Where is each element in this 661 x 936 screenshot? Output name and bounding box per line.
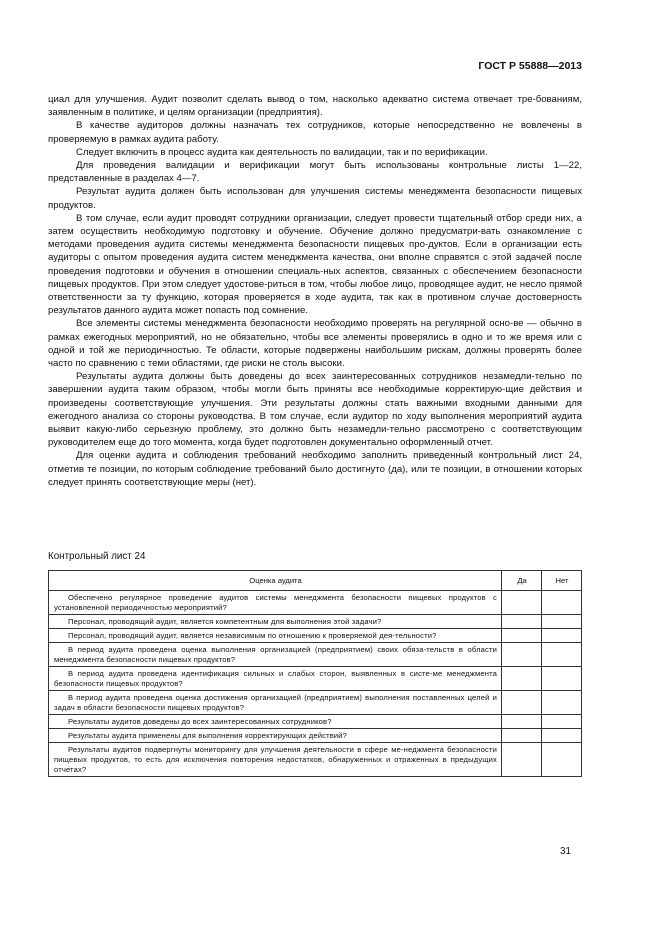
table-row (49, 643, 582, 667)
body-text (48, 93, 582, 489)
header-no: Нет (542, 571, 582, 591)
question-cell: В период аудита проведена оценка выполнения организацией (предприятием) своих обяза-тельств в области менеджмента безопасности пищевых продуктов? (49, 643, 502, 667)
question-cell: В период аудита проведена оценка достижения организацией (предприятием) выполнения поставленных целей и задач в области безопасности пищевых продуктов? (49, 691, 502, 715)
paragraph: В качестве аудиторов должны назначать тех сотрудников, которые непосредственно не вовлечены в проверяемую в рамках аудита работу. (48, 120, 582, 145)
no-cell[interactable] (542, 715, 582, 729)
table-row (49, 715, 582, 729)
paragraph: Для оценки аудита и соблюдения требований необходимо заполнить приведенный контрольный лист 24, отметив те позиции, по которым соблюдение требований было достигнуто (да), или те позиции, в отношении которых следует принять соответствующие меры (нет). (48, 450, 582, 488)
yes-cell[interactable] (502, 643, 542, 667)
table-header-row (49, 571, 582, 591)
page-number: 31 (560, 846, 571, 857)
no-cell[interactable] (542, 629, 582, 643)
table-row (49, 743, 582, 777)
no-cell[interactable] (542, 729, 582, 743)
no-cell[interactable] (542, 667, 582, 691)
table-row (49, 691, 582, 715)
table-row (49, 615, 582, 629)
table-caption: Контрольный лист 24 (48, 551, 146, 562)
no-cell[interactable] (542, 691, 582, 715)
paragraph: Результаты аудита должны быть доведены до всех заинтересованных сотрудников незамедли-тельно по завершении аудита таким образом, чтобы могли быть приняты все необходимые корректирую-щие действия и произведены соответствующие улучшения. Эти результаты должны стать важными входными данными для ежегодного анализа со стороны руководства. В том случае, если аудитор по ходу выполнения мероприятий аудита выявит какую-либо серьезную проблему, это должно быть незамедли-тельно рассмотрено с соответствующим руководителем еще до того момента, когда будет подготовлен документально оформленный отчет. (48, 371, 582, 449)
yes-cell[interactable] (502, 615, 542, 629)
question-cell: Результаты аудита применены для выполнения корректирующих действий? (49, 729, 502, 743)
header-audit-assessment: Оценка аудита (49, 571, 502, 591)
paragraph: Все элементы системы менеджмента безопасности необходимо проверять на регулярной осно-ве — обычно в рамках ежегодных мероприятий, но не обязательно, чтобы все элементы проверялись в одно и то же время или с одной и той же периодичностью. Те области, которые подвержены наибольшим рискам, должны проверять более часто по сравнению с теми областями, где риски не столь высоки. (48, 318, 582, 370)
paragraph: Результат аудита должен быть использован для улучшения системы менеджмента безопасности пищевых продуктов. (48, 186, 582, 211)
question-cell: Результаты аудитов доведены до всех заинтересованных сотрудников? (49, 715, 502, 729)
yes-cell[interactable] (502, 691, 542, 715)
table-row (49, 667, 582, 691)
yes-cell[interactable] (502, 629, 542, 643)
table-row (49, 591, 582, 615)
table-row (49, 629, 582, 643)
header-yes: Да (502, 571, 542, 591)
yes-cell[interactable] (502, 729, 542, 743)
question-cell: Персонал, проводящий аудит, является независимым по отношению к проверяемой дея-тельности? (49, 629, 502, 643)
yes-cell[interactable] (502, 667, 542, 691)
table-row (49, 729, 582, 743)
paragraph: циал для улучшения. Аудит позволит сделать вывод о том, насколько адекватно система отвечает тре-бованиям, заявленным в политике, и целям организации (предприятия). (48, 94, 582, 119)
paragraph: В том случае, если аудит проводят сотрудники организации, следует провести тщательный отбор среди них, а затем осуществить необходимую подготовку и обучение. Обучение должно предусматри-вать ознакомление с методами проведения аудита системы менеджмента безопасности пищевых про-дуктов. Если в организации есть аудиторы с опытом проведения аудита систем менеджмента качества, они вполне справятся с этой задачей после проведения подготовки и обучения в отношении специаль-ных аспектов, связанных с обеспечением безопасности пищевых продуктов. При этом следует удостове-риться в том, чтобы любое лицо, проводящее аудит, не несло прямой ответственности за ту функцию, которая проверяется в ходе аудита, так как в противном случае достоверность результатов данного аудита может попасть под сомнение. (48, 212, 582, 317)
paragraph: Для проведения валидации и верификации могут быть использованы контрольные листы 1—22, представленные в разделах 4—7. (48, 160, 582, 185)
no-cell[interactable] (542, 591, 582, 615)
yes-cell[interactable] (502, 715, 542, 729)
yes-cell[interactable] (502, 743, 542, 777)
question-cell: В период аудита проведена идентификация сильных и слабых сторон, выявленных в систе-ме менеджмента безопасности пищевых продуктов? (49, 667, 502, 691)
no-cell[interactable] (542, 743, 582, 777)
no-cell[interactable] (542, 615, 582, 629)
yes-cell[interactable] (502, 591, 542, 615)
question-cell: Результаты аудитов подвергнуты мониторингу для улучшения деятельности в сфере ме-неджмента безопасности пищевых продуктов, то есть для исключения повторения недостатков, обнаруженных и отраженных в предыдущих отчетах? (49, 743, 502, 777)
checklist-table (48, 570, 582, 777)
question-cell: Обеспечено регулярное проведение аудитов системы менеджмента безопасности пищевых продуктов с установленной периодичностью мероприятий? (49, 591, 502, 615)
document-header: ГОСТ Р 55888—2013 (478, 60, 582, 72)
paragraph: Следует включить в процесс аудита как деятельность по валидации, так и по верификации. (76, 146, 488, 158)
no-cell[interactable] (542, 643, 582, 667)
question-cell: Персонал, проводящий аудит, является компетентным для выполнения этой задачи? (49, 615, 502, 629)
